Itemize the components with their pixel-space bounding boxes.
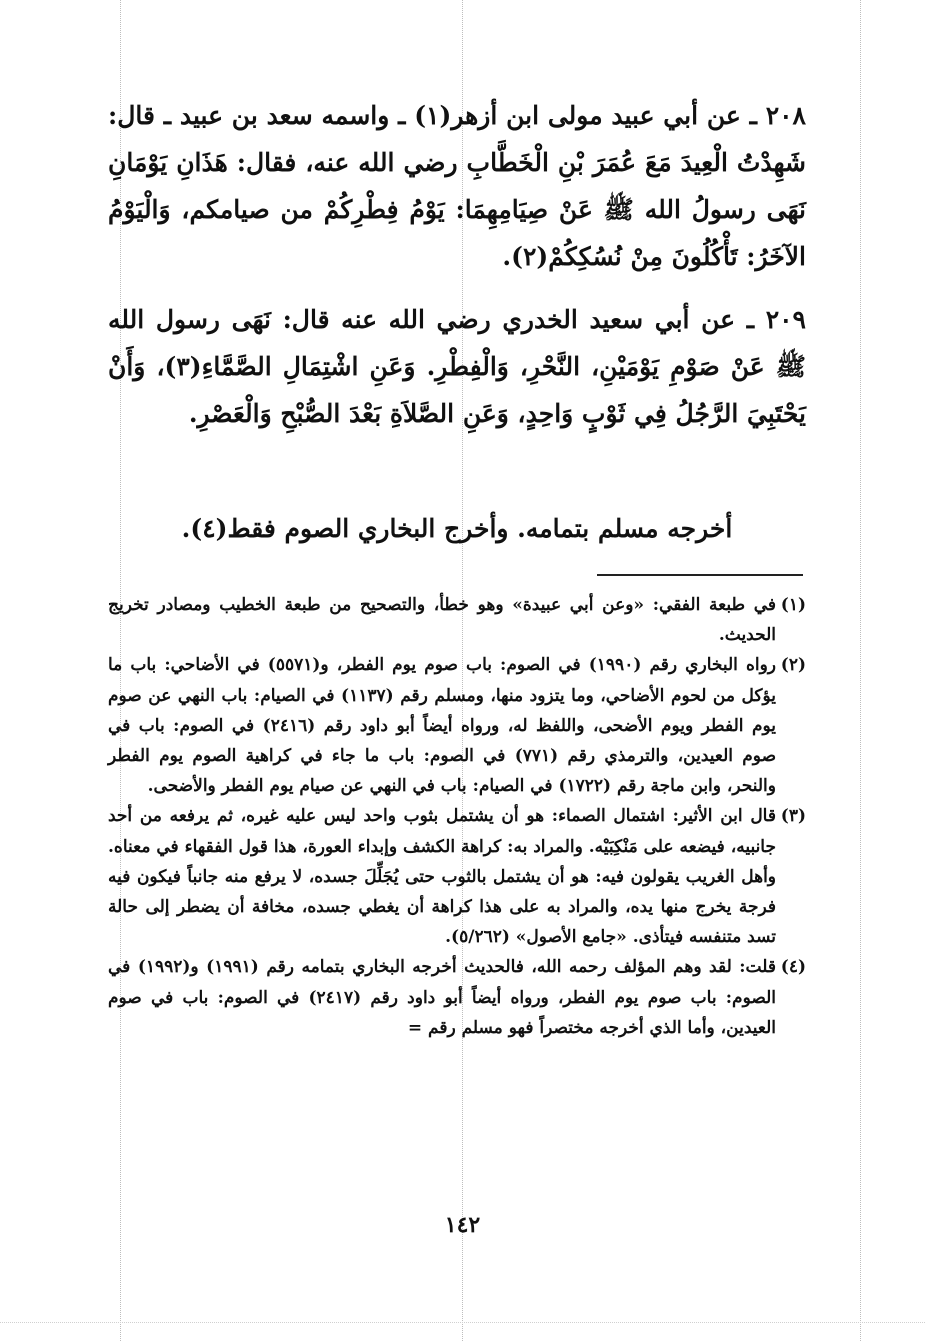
takhrij-note: أخرجه مسلم بتمامه. وأخرج البخاري الصوم فقط(٤). <box>181 514 733 543</box>
footnote-text: في طبعة الفقي: «وعن أبي عبيدة» وهو خطأ، والتصحيح من طبعة الخطيب ومصادر تخريج الحديث. <box>108 595 776 646</box>
footnote-4 <box>108 952 806 1043</box>
scan-dot-line <box>0 1322 925 1323</box>
hadith-208 <box>108 92 806 280</box>
hadith-number: ٢٠٨ ـ <box>749 101 806 130</box>
hadith-text: عن أبي عبيد مولى ابن أزهر(١) ـ واسمه سعد بن عبيد ـ قال: شَهِدْتُ الْعِيدَ مَعَ عُمَرَ بْنِ الْخَطَّابِ رضي الله عنه، فقال: هَذَانِ يَوْمَانِ نَهَى رسولُ الله ﷺ عَنْ صِيَامِهِمَا: يَوْمُ فِطْرِكُمْ من صيامكم، وَالْيَوْمُ الآخَرُ: تَأْكُلُونَ مِنْ نُسُكِكُمْ(٢). <box>108 101 806 271</box>
hadith-209 <box>108 296 806 437</box>
footnote-3 <box>108 801 806 952</box>
footnote-number: (١) <box>780 595 806 615</box>
page-number: ١٤٢ <box>444 1212 481 1238</box>
footnote-number: (٣) <box>780 806 806 827</box>
footnote-separator <box>597 574 803 576</box>
footnote-text: رواه البخاري رقم (١٩٩٠) في الصوم: باب صوم يوم الفطر، و(٥٥٧١) في الأضاحي: باب ما يؤكل من لحوم الأضاحي، وما يتزود منها، ومسلم رقم (١١٣٧) في الصيام: باب النهي عن صوم يوم الفطر ويوم الأضحى، واللفظ له، ورواه أيضاً أبو داود رقم (٢٤١٦) في الصوم: باب في صوم العيدين، والترمذي رقم (٧٧١) في الصوم: باب ما جاء في كراهية الصوم يوم الفطر والنحر، وابن ماجة رقم (١٧٢٢) في الصيام: باب في النهي عن صيام يوم الفطر والأضحى. <box>108 655 777 797</box>
footnote-1 <box>108 590 806 650</box>
footnote-text: قال ابن الأثير: اشتمال الصماء: هو أن يشتمل بثوب واحد ليس عليه غيره، ثم يرفعه من أحد جانبيه، فيضعه على مَنْكِبَيْه. والمراد به: كراهة الكشف وإبداء العورة، هذا قول الفقهاء في معناه. وأهل الغريب يقولون فيه: هو أن يشتمل بالثوب حتى يُجَلِّلَ جسده، لا يرفع منه جانباً فيكون فيه فرجة يخرج منها يده، والمراد به على هذا كراهة أن يغطي جسده، مخافة أن يضطر إلى حالة تسد متنفسه فيتأذى. «جامع الأصول» (٥/٢٦٢). <box>108 806 776 948</box>
footnote-text: قلت: لقد وهم المؤلف رحمه الله، فالحديث أخرجه البخاري بتمامه رقم (١٩٩١) و(١٩٩٢) في الصوم: باب صوم يوم الفطر، ورواه أيضاً أبو داود رقم (٢٤١٧) في الصوم: باب في صوم العيدين، وأما الذي أخرجه مختصراً فهو مسلم رقم = <box>108 957 776 1038</box>
footnote-number: (٢) <box>780 655 806 676</box>
scan-dot-line <box>860 0 861 1341</box>
footnote-number: (٤) <box>780 957 806 978</box>
footnotes <box>108 590 806 1043</box>
footnote-2 <box>108 650 806 801</box>
hadith-text: عن أبي سعيد الخدري رضي الله عنه قال: نَهَى رسول الله ﷺ عَنْ صَوْمِ يَوْمَيْنِ، النَّحْرِ، وَالْفِطْرِ. وَعَنِ اشْتِمَالِ الصَّمَّاءِ(٣)، وَأَنْ يَحْتَبِيَ الرَّجُلُ فِي ثَوْبٍ وَاحِدٍ، وَعَنِ الصَّلاَةِ بَعْدَ الصُّبْحِ وَالْعَصْرِ. <box>108 305 806 428</box>
hadith-number: ٢٠٩ ـ <box>746 305 806 334</box>
